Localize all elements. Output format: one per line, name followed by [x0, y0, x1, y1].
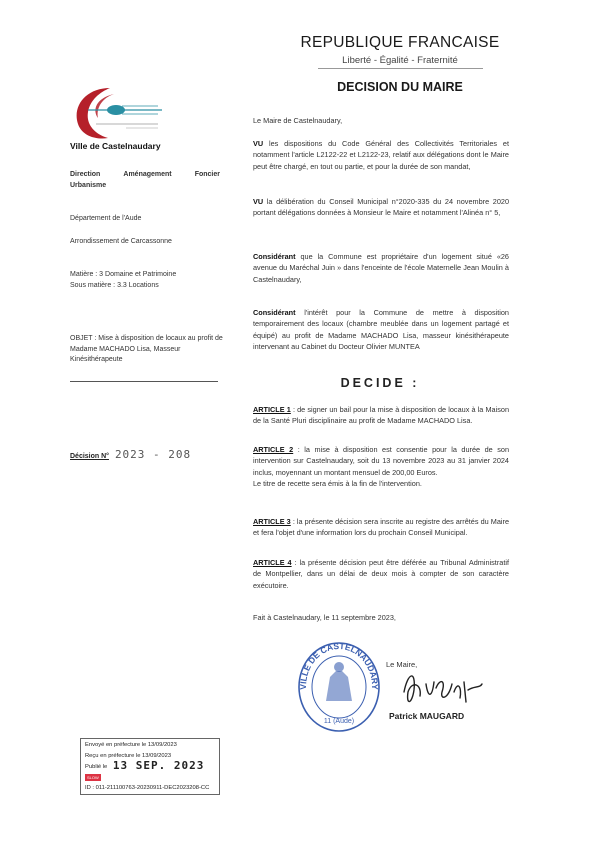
- receipt-received: Reçu en préfecture le 13/09/2023: [85, 752, 172, 759]
- receipt-published: [85, 761, 215, 783]
- republic-motto: Liberté - Égalité - Fraternité: [342, 55, 458, 66]
- department: Département de l'Aude: [70, 215, 142, 222]
- vu-text: les dispositions du Code Général des Collectivités Territoriales et notamment l'article L2122-22 et L2122-23, relatif aux délégations dont le Maire peut être chargé, en tout ou partie, et pour la durée de son mandat,: [253, 139, 509, 171]
- object-label: OBJET :: [70, 335, 97, 342]
- article-label: ARTICLE 2: [253, 445, 294, 454]
- handwritten-signature: [396, 662, 486, 712]
- decision-number-block: [70, 448, 191, 461]
- article-text: : la mise à disposition est consentie pour la durée de son intervention sur Castelnaudary, soit du 13 novembre 2023 au 31 janvier 2024 inclus, moyennant un montant mensuel de 200,00 Euros.: [253, 445, 510, 477]
- article-2: [253, 444, 509, 489]
- direction-word: Direction: [70, 171, 101, 178]
- prefecture-receipt-box: [80, 738, 220, 795]
- sous-matiere: Sous matière : 3.3 Locations: [70, 281, 159, 289]
- decide-heading: DECIDE :: [340, 376, 420, 390]
- matter-block: [70, 270, 176, 291]
- vu-label: VU: [253, 139, 264, 148]
- article-text: : la présente décision peut être déférée au Tribunal Administratif de Montpellier, dans un délai de deux mois à compter de son caractère exécutoire.: [253, 558, 509, 590]
- decision-label: Décision N°: [70, 453, 109, 460]
- vu-paragraph-1: [253, 138, 509, 172]
- receipt-id: ID : 011-211100763-20230911-DEC2023208-CC: [85, 785, 210, 792]
- decision-number: 2023 - 208: [114, 448, 192, 461]
- considering-paragraph-2: [253, 307, 509, 352]
- article-label: ARTICLE 1: [253, 405, 291, 414]
- direction-block: [70, 170, 220, 191]
- city-logo: [66, 84, 166, 142]
- considering-label: Considérant: [253, 252, 296, 261]
- document-title: DECISION DU MAIRE: [337, 80, 463, 94]
- article-text: : de signer un bail pour la mise à disposition de locaux à la Maison de la Santé Pluri disciplinaire au profit de Madame MACHADO Lisa.: [253, 405, 510, 426]
- vu-paragraph-2: [253, 196, 509, 219]
- vu-label: VU: [253, 197, 264, 206]
- stamp-sub-text: 11 (Aude): [323, 718, 355, 725]
- direction-word: Foncier: [194, 171, 220, 178]
- stamp-text: VILLE DE CASTELNAUDARY: [297, 640, 381, 690]
- article-label: ARTICLE 4: [253, 558, 292, 567]
- direction-word: Urbanisme: [70, 181, 107, 189]
- considering-label: Considérant: [253, 308, 296, 317]
- vu-text: la délibération du Conseil Municipal n°2020-335 du 24 novembre 2020 portant délégations données à Monsieur le Maire et notamment l'Alinéa n° 5,: [253, 197, 510, 218]
- published-label: Publié le: [85, 764, 108, 771]
- object-block: [70, 334, 230, 366]
- considering-text: que la Commune est propriétaire d'un logement situé «26 avenue du Maréchal Juin » dans l'enceinte de l'école Maternelle Jean Moulin à Castelnaudary,: [253, 252, 509, 284]
- arrondissement: Arrondissement de Carcassonne: [70, 238, 172, 245]
- republic-title: REPUBLIQUE FRANCAISE: [300, 34, 500, 51]
- published-date: 13 SEP. 2023: [112, 759, 205, 773]
- receipt-tag: SLOW: [87, 774, 99, 780]
- city-name: Ville de Castelnaudary: [70, 141, 161, 151]
- article-extra: Le titre de recette sera émis à la fin de l'intervention.: [253, 478, 422, 488]
- header-divider: [318, 68, 483, 69]
- object-text: Mise à disposition de locaux au profit de Madame MACHADO Lisa, Masseur Kinésithérapeute: [70, 335, 223, 363]
- mayor-name: Patrick MAUGARD: [389, 711, 465, 721]
- done-at: Fait à Castelnaudary, le 11 septembre 2023,: [253, 613, 396, 622]
- article-label: ARTICLE 3: [253, 517, 291, 526]
- mayor-role: Le Maire,: [386, 660, 418, 669]
- article-text: : la présente décision sera inscrite au registre des arrêtés du Maire et fera l'objet d'une information lors du prochain Conseil Municipal.: [253, 517, 510, 538]
- article-4: [253, 557, 509, 591]
- considering-text: l'intérêt pour la Commune de mettre à disposition temporairement des locaux (chambre meublée dans un logement partagé et équipé) au profit de Madame MACHADO Lisa, masseur kinésithérapeute intervenant au Cabinet du Docteur Olivier MUNTEA: [253, 308, 509, 351]
- left-divider: [70, 381, 218, 382]
- city-seal-stamp: [296, 637, 382, 733]
- receipt-sent: Envoyé en préfecture le 13/09/2023: [85, 742, 177, 748]
- article-1: [253, 404, 509, 427]
- article-3: [253, 516, 509, 539]
- direction-word: Aménagement: [123, 171, 172, 178]
- matiere: Matière : 3 Domaine et Patrimoine: [70, 271, 177, 278]
- intro: Le Maire de Castelnaudary,: [253, 116, 343, 125]
- considering-paragraph-1: [253, 251, 509, 285]
